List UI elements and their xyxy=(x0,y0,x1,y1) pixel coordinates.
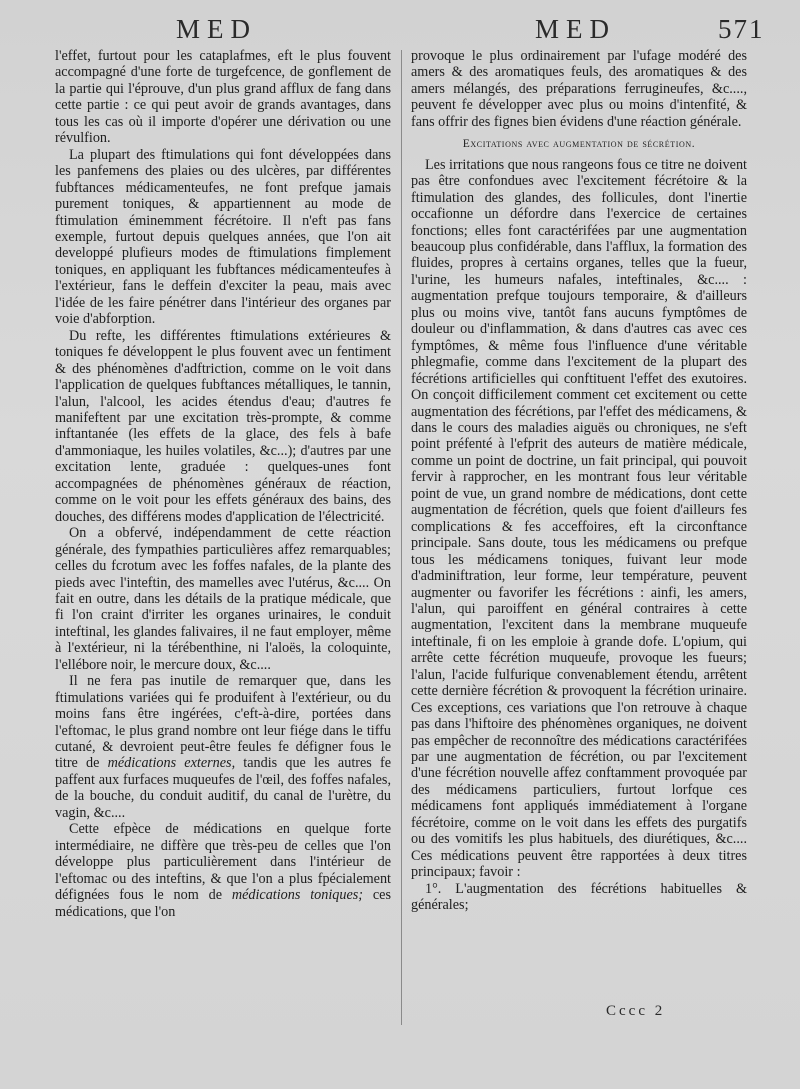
paragraph-text: Il ne fera pas inutile de remarquer que, dans les ftimulations variées qui fe produifent à l'extérieur, ou du moins fans être ingérées, c'eft-à-dire, portées dans l'eftomac, le plus grand nombre ont leur fiége dans le tiffu cutané, & devroient peut-être feules fe défigner fous le titre de xyxy=(55,673,391,772)
paragraph: Les irritations que nous rangeons fous ce titre ne doivent pas être confondues avec l'excitement fécrétoire & la ftimulation des glandes, des follicules, dont l'inertie occafionne un défordre dans l'exercice de certaines fonctions; elles font caractérifées par une augmentation beaucoup plus confidérable, dans l'afflux, la formation des fluides, propres à certains organes, telles que la fueur, l'urine, les humeurs nafales, inteftinales, &c.... : augmentation prefque toujours temporaire, & d'ailleurs plus ou moins vive, tantôt fans aucuns fymptômes de douleur ou d'inflammation, & dans d'autres cas avec ces fymptômes, & même fous l'influence d'une véritable phlegmafie, comme dans l'excitement de la plupart des fécrétions artificielles qui conftituent l'effet des exutoires. On conçoit difficilement comment cet excitement ou cette augmentation des fécrétions, par l'effet des médicamens, & dans le cours des maladies aiguës ou chroniques, ne s'eft point préfenté à l'efprit des auteurs de matière médicale, comme un point de doctrine, un fait principal, qui pouvoit fervir à rapprocher, en les montrant fous leur véritable point de vue, un grand nombre de médications, dont cette augmentation de fécrétion, quels que foient d'ailleurs fes complications & fes acceffoires, eft la circonftance principale. Sans doute, tous les médicamens ou prefque tous les médicamens toniques, fuivant leur mode d'adminiftration, leur forme, leur température, peuvent augmenter ou favorifer les fécrétions : ainfi, les amers, l'alun, qui paroiffent en général contraires à cette augmentation, l'excitent dans la membrane muqueufe inteftinale, fi on les emploie à grande dofe. L'opium, qui arrête cette fécrétion muqueufe, provoque les fueurs; l'alun, l'acide fulfurique convenablement étendu, arrêtent cette dernière fécrétion & provoquent la fécrétion urinaire. Ces exceptions, ces variations que l'on retrouve à chaque pas dans l'hiftoire des phénomènes organiques, ne doivent pas empêcher de reconnoître des médications caractérifées par une augmentation de fécrétion, ou par l'excitement d'une fécrétion nouvelle affez conftamment provoquée par des médicamens particuliers, furtout lorfque ces médicamens font appliqués immédiatement à l'organe fécrétoire, comme on le voit dans les effets des purgatifs ou des vomitifs les plus habituels, des diurétiques, &c.... Ces médications peuvent être rapportées à deux titres principaux; favoir : xyxy=(411,156,747,881)
running-head-right: MED xyxy=(535,14,616,44)
section-heading: Excitations avec augmentation de sécrétion. xyxy=(462,138,696,151)
paragraph: On a obfervé, indépendamment de cette réaction générale, des fympathies particulières affez remarquables; celles du fcrotum avec les foffes nafales, de la plante des pieds avec l'inteftin, des mamelles avec l'utérus, &c.... On fait en outre, dans les détails de la pratique médicale, que fi l'on craint d'irriter les organes urinaires, le conduit inteftinal, les glandes falivaires, il ne faut employer, même à l'extérieur, ni la térébenthine, ni l'aloës, la coloquinte, l'ellébore noir, le mercure doux, &c.... xyxy=(55,525,391,673)
right-column xyxy=(411,48,747,914)
paragraph: La plupart des ftimulations qui font développées dans les panfemens des plaies ou des ulcères, par différentes fubftances médicamenteufes, ne font prefque jamais purement toniques, & appartiennent au mode de ftimulation éminemment fécrétoire. Il n'eft pas fans exemple, furtout depuis quelques années, que l'on ait developpé plufieurs modes de ftimulations fimplement toniques, en appliquant les fubftances médicamenteufes à l'extérieur, fans le deffein d'exciter la peau, mais avec l'idée de les faire pénétrer dans l'intérieur des organes par voie d'abforption. xyxy=(55,146,391,328)
paragraph-text: tandis que les autres fe paffent aux furfaces muqueufes de l'œil, des foffes nafales, de la bouche, du conduit auditif, du canal de l'urètre, du vagin, &c.... xyxy=(55,755,391,821)
emphasized-term: médications externes, xyxy=(107,755,236,772)
running-head xyxy=(0,14,800,44)
paragraph-text: Cette efpèce de médications en quelque forte intermédiaire, ne diffère que très-peu de celles que l'on développe plus particulièrement dans l'intérieur de l'eftomac ou des inteftins, & que l'on a plus fpécialement défignées fous le nom de xyxy=(55,821,391,904)
paragraph: Du refte, les différentes ftimulations extérieures & toniques fe développent le plus fouvent avec un fentiment & des phénomènes d'adftriction, comme on le voit dans l'application de quelques fubftances métalliques, le tannin, l'alun, l'alcool, les acides étendus d'eau; d'autres fe manifeftent par une excitation très-prompte, & comme inftantanée (les effets de la glace, des fels à bafe d'ammoniaque, les huiles volatiles, &c...); d'autres par une excitation lente, graduée : quelques-unes font accompagnées de phénomènes généraux de réaction, comme on le voit pour les effets généraux des bains, des douches, des différens modes d'application de l'électricité. xyxy=(55,327,391,525)
paragraph: provoque le plus ordinairement par l'ufage modéré des amers & des aromatiques feuls, des aromatiques & des amers mélangés, des préparations ferrugineufes, &c...., peuvent fe développer avec plus ou moins d'intenfité, & fans offrir des fignes bien évidens d'une réaction générale. xyxy=(411,48,747,130)
signature-mark: Cccc 2 xyxy=(606,1003,666,1019)
page-number: 571 xyxy=(718,14,765,44)
running-head-left: MED xyxy=(176,14,257,44)
emphasized-term: médications toniques; xyxy=(231,887,364,904)
paragraph: l'effet, furtout pour les cataplafmes, eft le plus fouvent accompagné d'une forte de turgefcence, de gonflement de la partie qui l'éprouve, d'un plus grand afflux de fang dans cette partie : ce qui peut avoir de grands avantages, dans tous les cas où il importe d'opérer une dérivation ou une révulfion. xyxy=(55,48,391,147)
paragraph: 1°. L'augmentation des fécrétions habituelles & générales; xyxy=(411,880,747,914)
paragraph-text: ces médications, que l'on xyxy=(55,887,391,920)
paragraph xyxy=(55,673,391,821)
paragraph xyxy=(55,821,391,920)
column-divider xyxy=(401,50,402,1025)
left-column xyxy=(55,48,391,920)
